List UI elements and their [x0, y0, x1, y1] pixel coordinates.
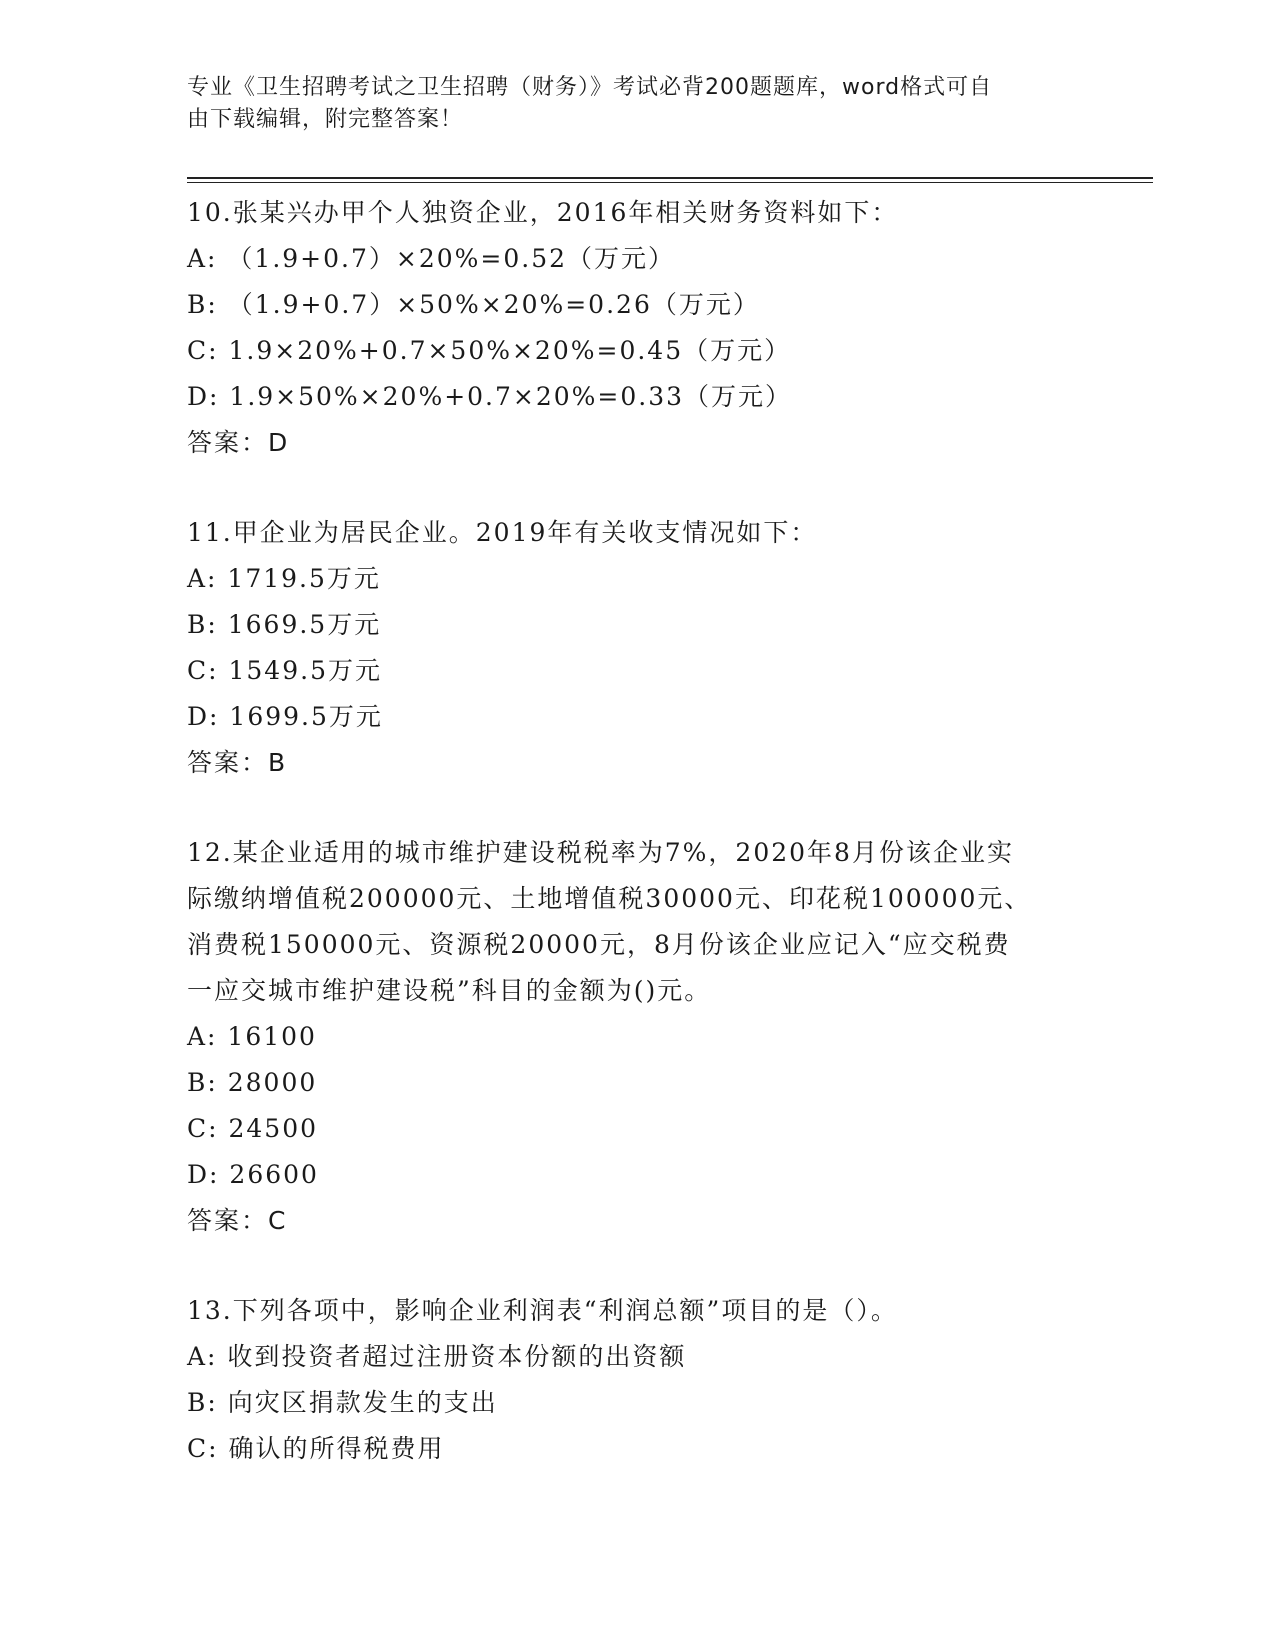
option-d: D: 1699.5万元 — [187, 702, 383, 731]
question-text: 13.下列各项中，影响企业利润表“利润总额”项目的是（）。 — [187, 1296, 898, 1325]
option-a: A: 16100 — [187, 1022, 317, 1051]
answer-line: 答案：B — [187, 748, 288, 777]
option-d: D: 1.9×50%×20%+0.7×20%=0.33（万元） — [187, 382, 793, 411]
option-b: B: （1.9+0.7）×50%×20%=0.26（万元） — [187, 290, 760, 319]
question-13 — [187, 1288, 1087, 1472]
option-a: A: 收到投资者超过注册资本份额的出资额 — [187, 1342, 687, 1371]
answer-line: 答案：D — [187, 428, 290, 457]
spacer — [187, 786, 1087, 830]
header-divider-thin — [187, 182, 1153, 183]
option-d: D: 26600 — [187, 1160, 319, 1189]
question-text: 11.甲企业为居民企业。2019年有关收支情况如下： — [187, 518, 818, 547]
document-header — [187, 72, 1067, 136]
header-line-2: 由下载编辑，附完整答案！ — [187, 107, 464, 132]
header-line-1: 专业《卫生招聘考试之卫生招聘（财务）》考试必背200题题库，word格式可自 — [187, 75, 993, 100]
option-a: A: （1.9+0.7）×20%=0.52（万元） — [187, 244, 676, 273]
question-text-line-4: 一应交城市维护建设税”科目的金额为()元。 — [187, 976, 712, 1005]
option-b: B: 1669.5万元 — [187, 610, 382, 639]
header-divider-thick — [187, 177, 1153, 179]
option-b: B: 向灾区捐款发生的支出 — [187, 1388, 498, 1417]
question-text-line-2: 际缴纳增值税200000元、土地增值税30000元、印花税100000元、 — [187, 884, 1032, 913]
question-text-line-1: 12.某企业适用的城市维护建设税税率为7%，2020年8月份该企业实 — [187, 838, 1014, 867]
question-11 — [187, 510, 1087, 786]
spacer — [187, 466, 1087, 510]
question-10 — [187, 190, 1087, 466]
option-c: C: 1549.5万元 — [187, 656, 382, 685]
question-12 — [187, 830, 1087, 1244]
question-text: 10.张某兴办甲个人独资企业，2016年相关财务资料如下： — [187, 198, 899, 227]
option-a: A: 1719.5万元 — [187, 564, 381, 593]
question-list — [187, 190, 1087, 1472]
question-text-line-3: 消费税150000元、资源税20000元，8月份该企业应记入“应交税费 — [187, 930, 1011, 959]
option-c: C: 确认的所得税费用 — [187, 1434, 445, 1463]
option-c: C: 1.9×20%+0.7×50%×20%=0.45（万元） — [187, 336, 792, 365]
option-c: C: 24500 — [187, 1114, 319, 1143]
answer-line: 答案：C — [187, 1206, 288, 1235]
option-b: B: 28000 — [187, 1068, 318, 1097]
spacer — [187, 1244, 1087, 1288]
